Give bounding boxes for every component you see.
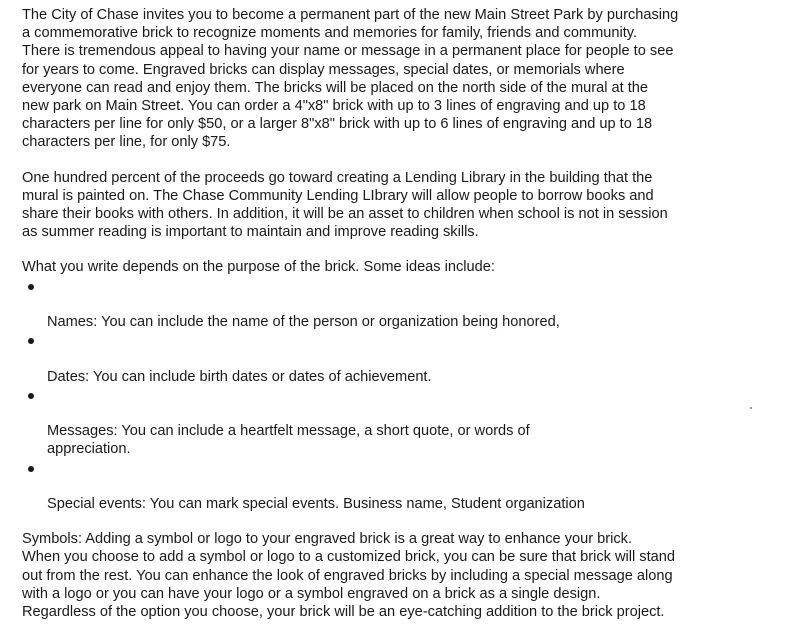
intro-paragraph: The City of Chase invites you to become a permanent part of the new Main Street Park by purchasing a commemorative brick to recognize moments and memories for family, friends and community. There is tremendous appeal to having your name or message in a permanent place for people to see for years to come. Engraved bricks can display messages, special dates, or memorials where everyone can read and enjoy them. The bricks will be placed on the north side of the mural at the new park on Main Street. You can order a 4"x8" brick with up to 3 lines of engraving and up to 18 characters per line for only $50, or a larger 8"x8" brick with up to 6 lines of engraving and up to 18 characters per line, for only $75.	[22, 7, 679, 151]
list-item-text: Names: You can include the name of the person or organization being honored,	[47, 314, 560, 331]
list-item-text: Special events: You can mark special events. Business name, Student organization	[47, 496, 585, 513]
bullet-icon	[28, 393, 34, 399]
scan-speck	[750, 407, 752, 409]
bullet-icon	[28, 338, 34, 344]
bullet-icon	[28, 466, 34, 472]
list-item-text: Dates: You can include birth dates or dates of achievement.	[47, 368, 432, 385]
list-item	[22, 277, 782, 332]
list-item	[22, 331, 782, 386]
list-item	[22, 459, 782, 514]
ideas-intro: What you write depends on the purpose of the brick. Some ideas include:	[22, 259, 495, 276]
document-page	[22, 6, 782, 638]
proceeds-paragraph: One hundred percent of the proceeds go toward creating a Lending Library in the building that the mural is painted on. The Chase Community Lending LIbrary will allow people to borrow books and share their books with others. In addition, it will be an asset to children when school is not in session as summer reading is important to maintain and improve reading skills.	[22, 169, 668, 241]
list-item-text: Messages: You can include a heartfelt message, a short quote, or words of appreciation.	[47, 423, 530, 458]
bullet-icon	[28, 284, 34, 290]
symbols-paragraph: Symbols: Adding a symbol or logo to your engraved brick is a great way to enhance your brick. When you choose to add a symbol or logo to a customized brick, you can be sure that brick will stand out from the rest. You can enhance the look of engraved bricks by including a special message along with a logo or you can have your logo or a symbol engraved on a brick as a single design. Regardless of the option you choose, your brick will be an eye-catching addition to the brick project.	[22, 531, 675, 621]
list-item	[22, 386, 782, 459]
